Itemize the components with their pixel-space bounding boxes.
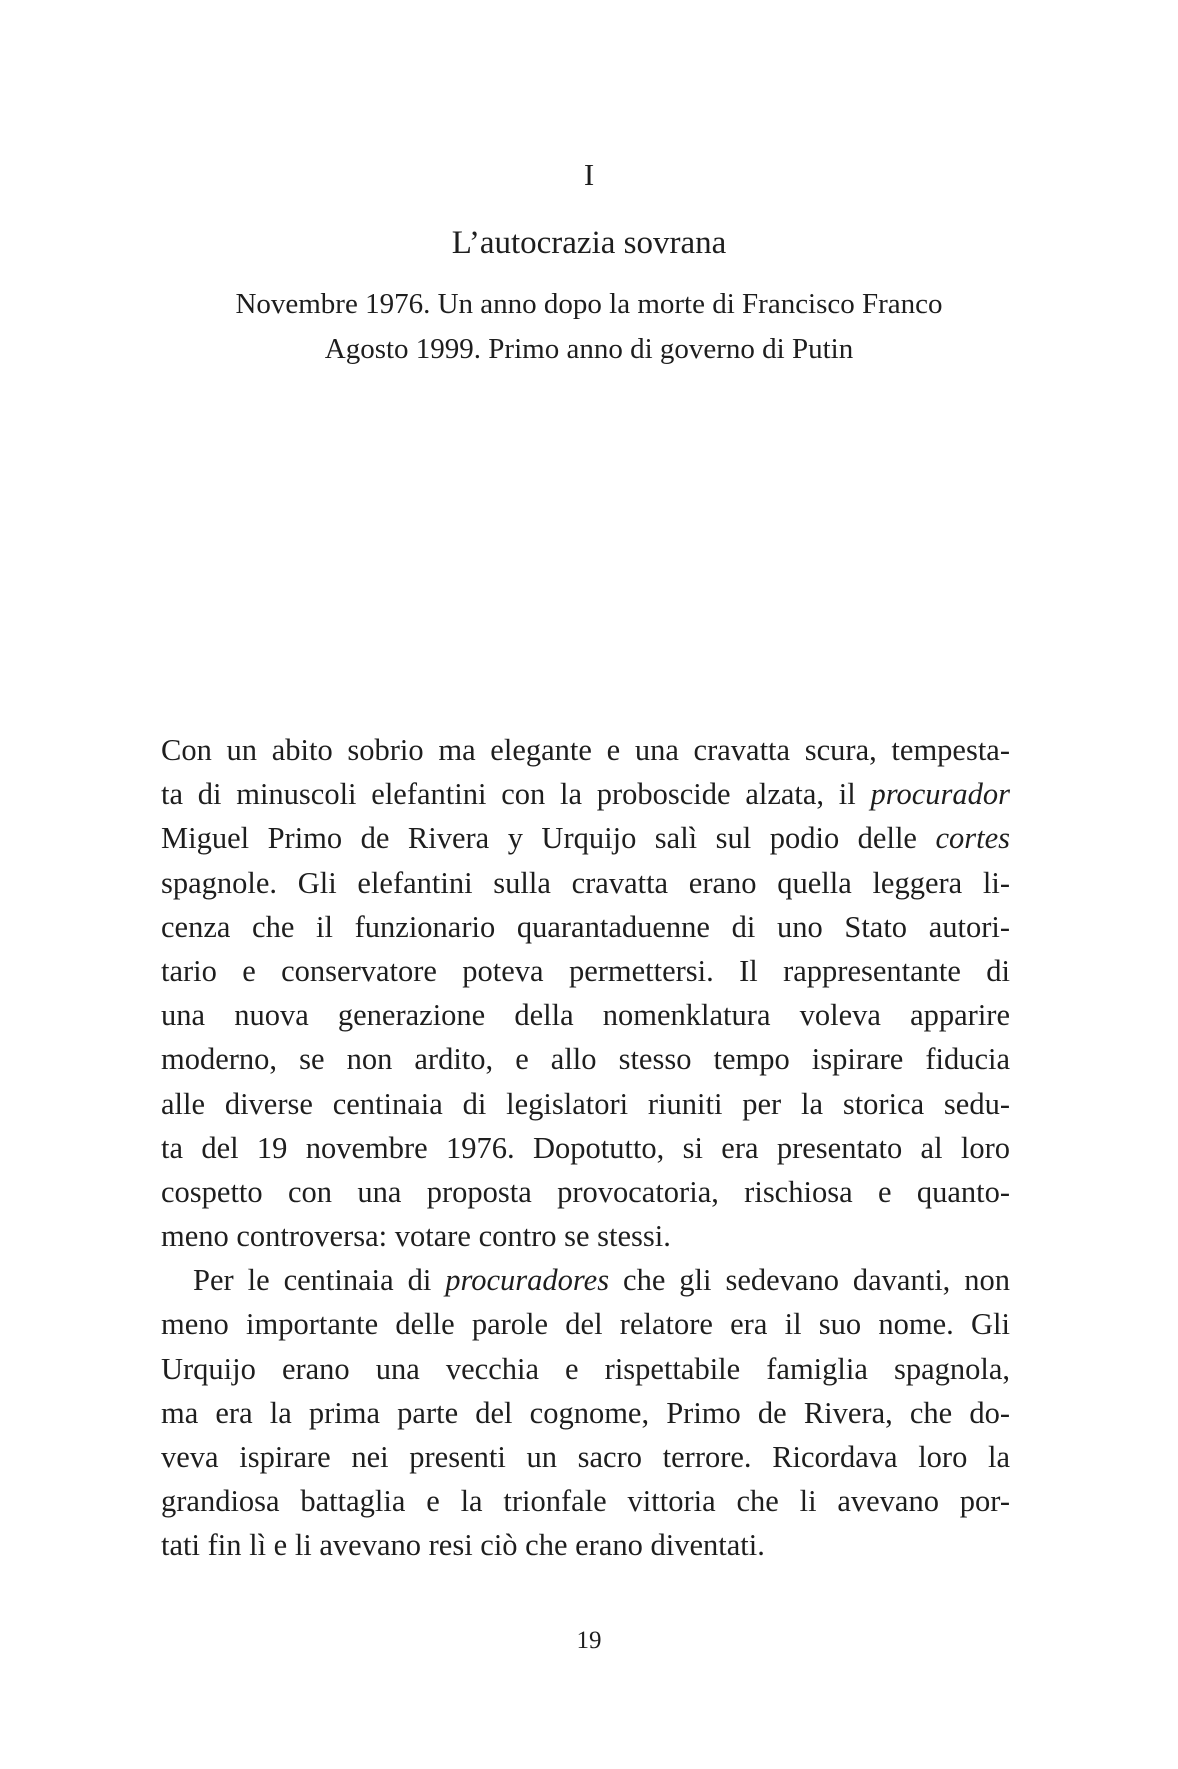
paragraph-1-line: alle diverse centinaia di legislatori riuniti per la storica sedu-: [161, 1086, 1010, 1121]
paragraph-1-line: ta di minuscoli elefantini con la proboscide alzata, il procurador: [161, 777, 1010, 812]
paragraph-2-line: ma era la prima parte del cognome, Primo de Rivera, che do-: [161, 1395, 1010, 1430]
paragraph-2-line: Urquijo erano una vecchia e rispettabile famiglia spagnola,: [161, 1351, 1010, 1386]
chapter-title: L’autocrazia sovrana: [451, 225, 727, 261]
paragraph-1-line: Con un abito sobrio ma elegante e una cravatta scura, tempesta-: [161, 733, 1010, 767]
paragraph-1-line: cenza che il funzionario quarantaduenne di uno Stato autori-: [161, 909, 1010, 944]
paragraph-1-line: tario e conservatore poteva permettersi. Il rappresentante di: [161, 953, 1010, 988]
paragraph-1-line: meno controversa: votare contro se stessi.: [161, 1219, 671, 1254]
paragraph-2-line: grandiosa battaglia e la trionfale vittoria che li avevano por-: [161, 1484, 1010, 1519]
paragraph-2-line: meno importante delle parole del relatore era il suo nome. Gli: [161, 1307, 1010, 1342]
paragraph-1-line: Miguel Primo de Rivera y Urquijo salì sul podio delle cortes: [161, 821, 1010, 856]
subtitle-line: Agosto 1999. Primo anno di governo di Putin: [324, 333, 854, 365]
paragraph-1-line: cospetto con una proposta provocatoria, rischiosa e quanto-: [161, 1174, 1010, 1209]
page-number: 19: [576, 1627, 602, 1654]
chapter-number: I: [583, 157, 595, 192]
subtitle-line: Novembre 1976. Un anno dopo la morte di Francisco Franco: [235, 288, 943, 320]
body-text: [161, 728, 1010, 1568]
paragraph-1-line: spagnole. Gli elefantini sulla cravatta erano quella leggera li-: [161, 865, 1010, 900]
paragraph-1-line: moderno, se non ardito, e allo stesso tempo ispirare fiducia: [161, 1042, 1010, 1077]
paragraph-1-line: ta del 19 novembre 1976. Dopotutto, si era presentato al loro: [161, 1130, 1010, 1165]
paragraph-1-line: una nuova generazione della nomenklatura voleva apparire: [161, 998, 1010, 1033]
chapter-subtitle: [0, 282, 1178, 372]
paragraph-2-line: Per le centinaia di procuradores che gli sedevano davanti, non: [193, 1263, 1010, 1298]
paragraph-2-line: tati fin lì e li avevano resi ciò che erano diventati.: [161, 1528, 765, 1563]
paragraph-2-line: veva ispirare nei presenti un sacro terrore. Ricordava loro la: [161, 1440, 1010, 1474]
